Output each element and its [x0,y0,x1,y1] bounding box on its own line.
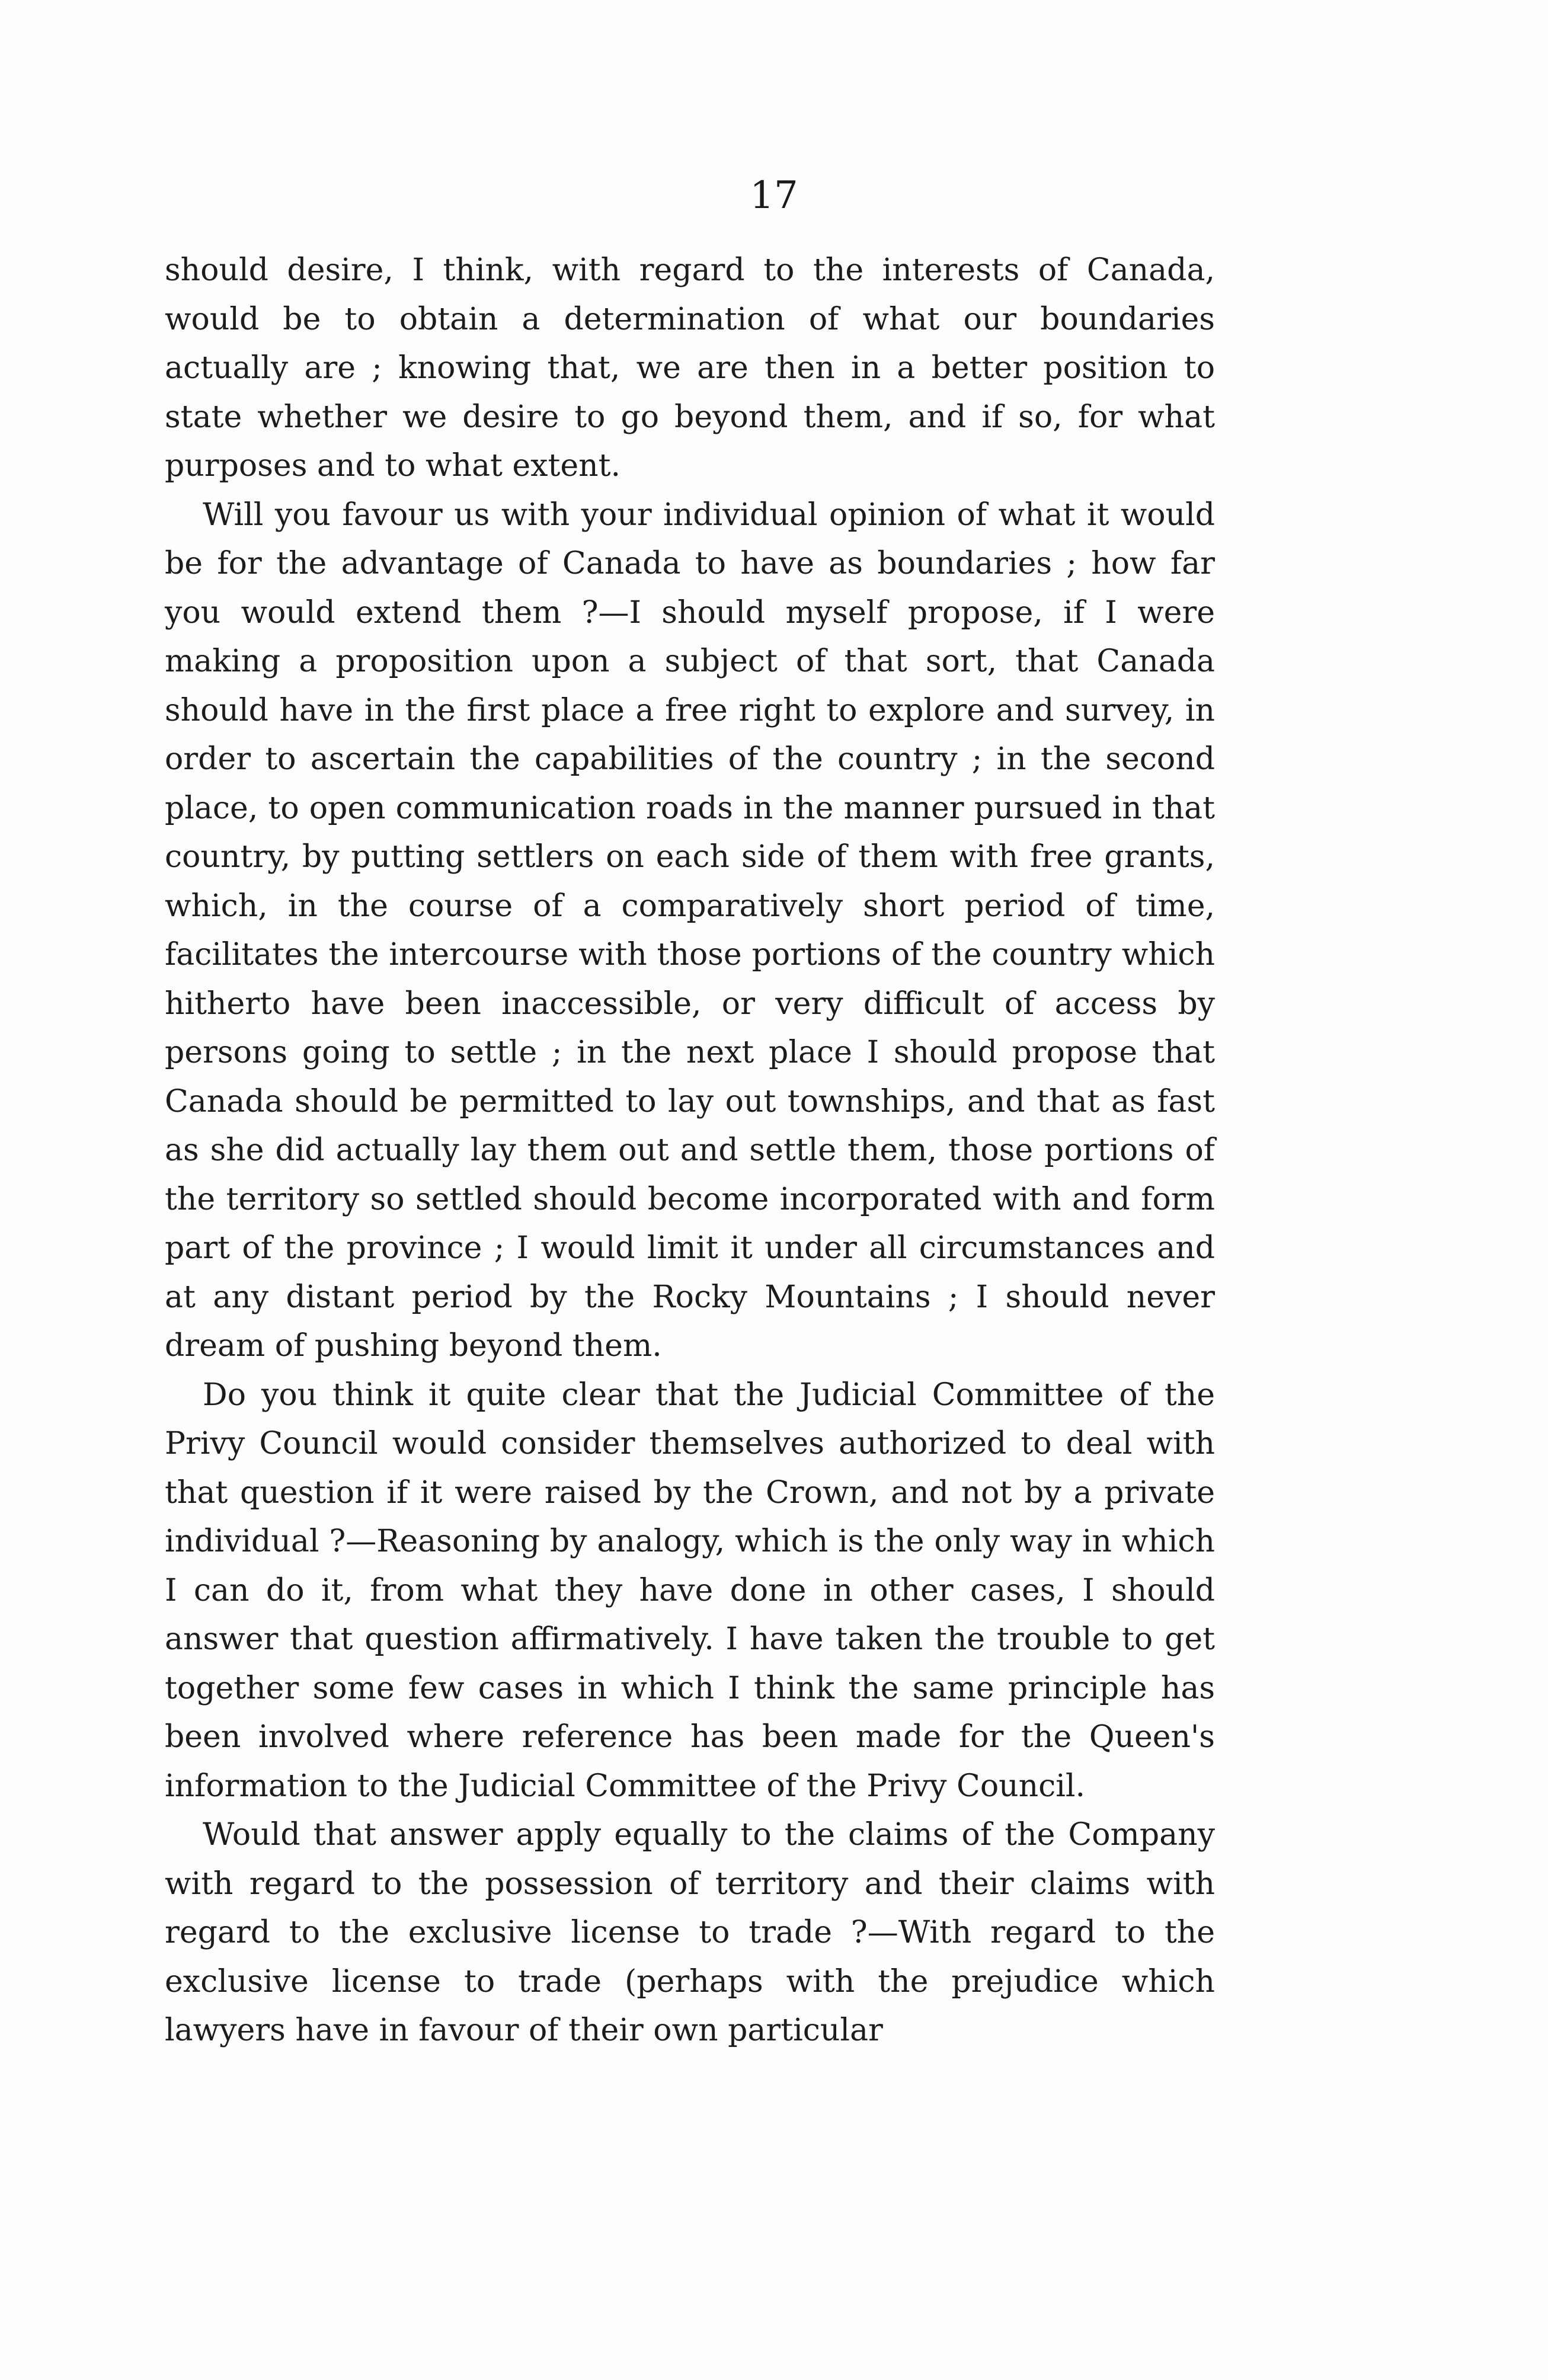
paragraph-continuation: should desire, I think, with regard to the interests of Canada, would be to obtain a determination of what our boundaries actually are ; knowing that, we are then in a better position to state whether we desire to go beyond them, and if so, for what purposes and to what extent. [165,252,1215,484]
page-number: 17 [750,174,798,217]
body-text [165,246,1215,2055]
paragraph-question-company-claims: Would that answer apply equally to the claims of the Company with regard to the possession of territory and their claims with regard to the exclusive license to trade ?—With regard to the exclusive license to trade (perhaps with the prejudice which lawyers have in favour of their own particular [165,1817,1215,2048]
paragraph-question-boundaries: Will you favour us with your individual opinion of what it would be for the advantage of Canada to have as boundaries ; how far you would extend them ?—I should myself propose, if I were making a proposition upon a subject of that sort, that Canada should have in the first place a free right to explore and survey, in order to ascertain the capabilities of the country ; in the second place, to open communication roads in the manner pursued in that country, by putting settlers on each side of them with free grants, which, in the course of a comparatively short period of time, facilitates the intercourse with those portions of the country which hitherto have been inaccessible, or very difficult of access by persons going to settle ; in the next place I should propose that Canada should be permitted to lay out townships, and that as fast as she did actually lay them out and settle them, those portions of the territory so settled should become incorporated with and form part of the province ; I would limit it under all circumstances and at any distant period by the Rocky Mountains ; I should never dream of pushing beyond them. [165,497,1215,1364]
paragraph-question-judicial-committee: Do you think it quite clear that the Judicial Committee of the Privy Council would consider themselves authorized to deal with that question if it were raised by the Crown, and not by a private individual ?—Reasoning by analogy, which is the only way in which I can do it, from what they have done in other cases, I should answer that question affirmatively. I have taken the trouble to get together some few cases in which I think the same principle has been involved where reference has been made for the Queen's information to the Judicial Committee of the Privy Council. [165,1377,1215,1804]
